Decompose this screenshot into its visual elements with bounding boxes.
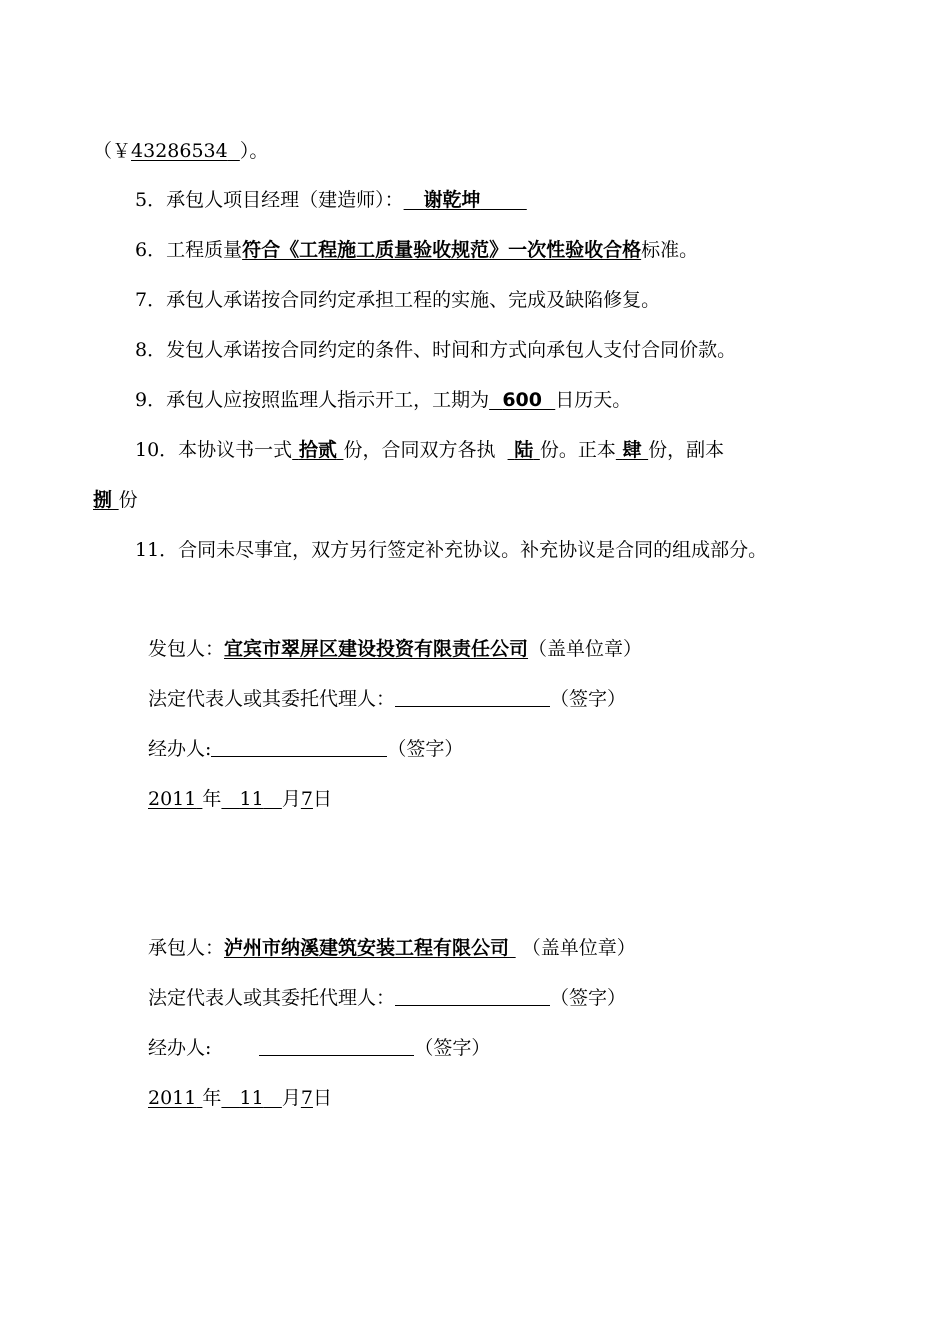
construction-period: 600: [502, 389, 542, 411]
contractor-handler-label: 经办人:: [148, 1037, 212, 1059]
employer-handler-label: 经办人:: [148, 738, 212, 760]
item-5: [135, 187, 527, 213]
employer-seal: （盖单位章）: [528, 638, 643, 660]
item-6: [135, 237, 698, 263]
employer-rep-sign: （签字）: [550, 688, 627, 710]
item-5-label: 5．承包人项目经理（建造师）：: [135, 189, 404, 211]
total-copies: 拾贰: [298, 439, 337, 461]
contractor-label: 承包人：: [148, 937, 225, 959]
employer-date-month: 11: [239, 788, 264, 810]
duplicate-copies: 捌: [93, 489, 113, 511]
employer-handler-sign: （签字）: [387, 738, 464, 760]
contractor-date: 2011 年 11 月7日: [148, 1087, 332, 1109]
item-7: 7．承包人承诺按合同约定承担工程的实施、完成及缺陷修复。: [135, 289, 661, 311]
contractor-handler-signature-blank[interactable]: [259, 1037, 414, 1056]
employer-handler-line: [148, 736, 463, 762]
contractor-date-month: 11: [239, 1087, 264, 1109]
employer-date: 2011 年 11 月7日: [148, 788, 332, 810]
contractor-date-year: 2011: [148, 1087, 197, 1109]
contractor-rep-signature-blank[interactable]: [395, 987, 550, 1006]
contractor-seal: （盖单位章）: [521, 937, 636, 959]
contract-price: 43286534: [131, 140, 228, 162]
employer-rep-signature-blank[interactable]: [395, 688, 550, 707]
employer-name: 宜宾市翠屏区建设投资有限责任公司: [224, 638, 529, 660]
quality-standard: 符合《工程施工质量验收规范》一次性验收合格: [242, 239, 642, 261]
contractor-rep-label: 法定代表人或其委托代理人：: [148, 987, 396, 1009]
contract-price-line: [93, 138, 268, 164]
price-suffix: ）。: [239, 140, 269, 162]
employer-line: [148, 636, 642, 662]
contractor-date-day: 7: [300, 1087, 313, 1109]
employer-rep-line: [148, 686, 626, 712]
contractor-handler-line: [148, 1035, 490, 1061]
original-copies: 肆: [622, 439, 642, 461]
contractor-name: 泸州市纳溪建筑安装工程有限公司: [224, 937, 510, 959]
item-10: 10．本协议书一式 拾贰 份，合同双方各执 陆 份。正本 肆 份，副本: [135, 439, 725, 461]
item-9: [135, 387, 631, 413]
item-9-suffix: 日历天。: [555, 389, 632, 411]
employer-rep-label: 法定代表人或其委托代理人：: [148, 688, 396, 710]
contractor-line: [148, 935, 636, 961]
item-9-label: 9．承包人应按照监理人指示开工，工期为: [135, 389, 490, 411]
employer-date-year: 2011: [148, 788, 197, 810]
item-6-label: 6．工程质量: [135, 239, 243, 261]
contractor-rep-line: [148, 985, 626, 1011]
item-10-continued: 捌 份: [93, 489, 138, 511]
item-6-suffix: 标准。: [641, 239, 699, 261]
item-11: 11．合同未尽事宜，双方另行签定补充协议。补充协议是合同的组成部分。: [135, 539, 768, 561]
price-prefix: （￥: [93, 140, 132, 162]
employer-label: 发包人：: [148, 638, 225, 660]
contractor-rep-sign: （签字）: [550, 987, 627, 1009]
copies-each: 陆: [514, 439, 534, 461]
employer-handler-signature-blank[interactable]: [211, 738, 387, 757]
item-8: 8．发包人承诺按合同约定的条件、时间和方式向承包人支付合同价款。: [135, 339, 737, 361]
project-manager-name: 谢乾坤: [423, 189, 481, 211]
item-10-label: 10．本协议书一式: [135, 439, 293, 461]
employer-date-day: 7: [300, 788, 313, 810]
contractor-handler-sign: （签字）: [414, 1037, 491, 1059]
